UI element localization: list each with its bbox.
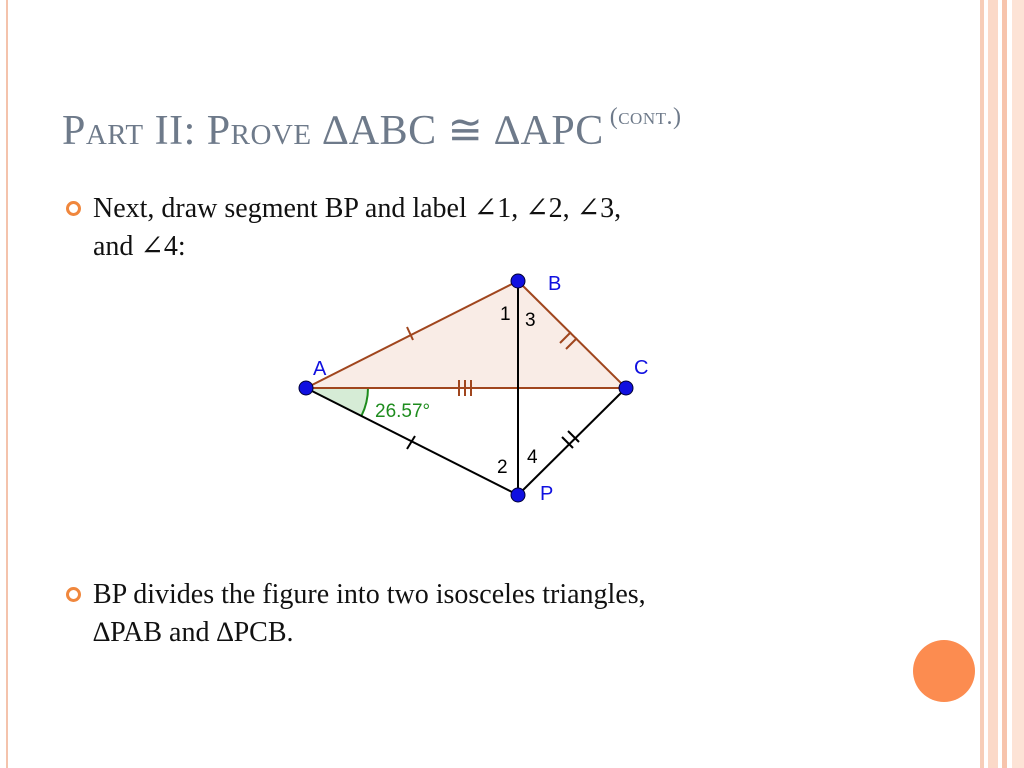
segment-pc (518, 388, 626, 495)
bullet-line: and ∠4: (93, 231, 186, 262)
angle-label-4: 4 (527, 447, 538, 468)
bullet-line: Next, draw segment BP and label ∠1, ∠2, ∠3, (93, 193, 622, 224)
label-b: B (548, 273, 562, 295)
bullet-line: BP divides the figure into two isosceles triangles, (93, 579, 646, 610)
label-p: P (540, 483, 554, 505)
bullet-marker-icon (66, 587, 81, 602)
point-c (619, 381, 633, 395)
point-a (299, 381, 313, 395)
decorative-circle (913, 640, 975, 702)
bullet-line: ∆PAB and ∆PCB. (93, 617, 294, 648)
slide-title-superscript: (cont.) (609, 104, 682, 130)
point-b (511, 274, 525, 288)
slide-title-main: Part II: Prove ∆ABC ≅ ∆APC (62, 108, 604, 154)
bullet-text (93, 576, 886, 652)
label-a: A (313, 358, 327, 380)
label-c: C (634, 357, 649, 379)
angle-measure: 26.57° (375, 401, 431, 422)
angle-label-2: 2 (497, 457, 508, 478)
triangle-abc-fill (306, 281, 626, 388)
angle-label-1: 1 (500, 304, 511, 325)
point-p (511, 488, 525, 502)
bullet-item (66, 576, 886, 652)
angle-label-3: 3 (525, 310, 536, 331)
